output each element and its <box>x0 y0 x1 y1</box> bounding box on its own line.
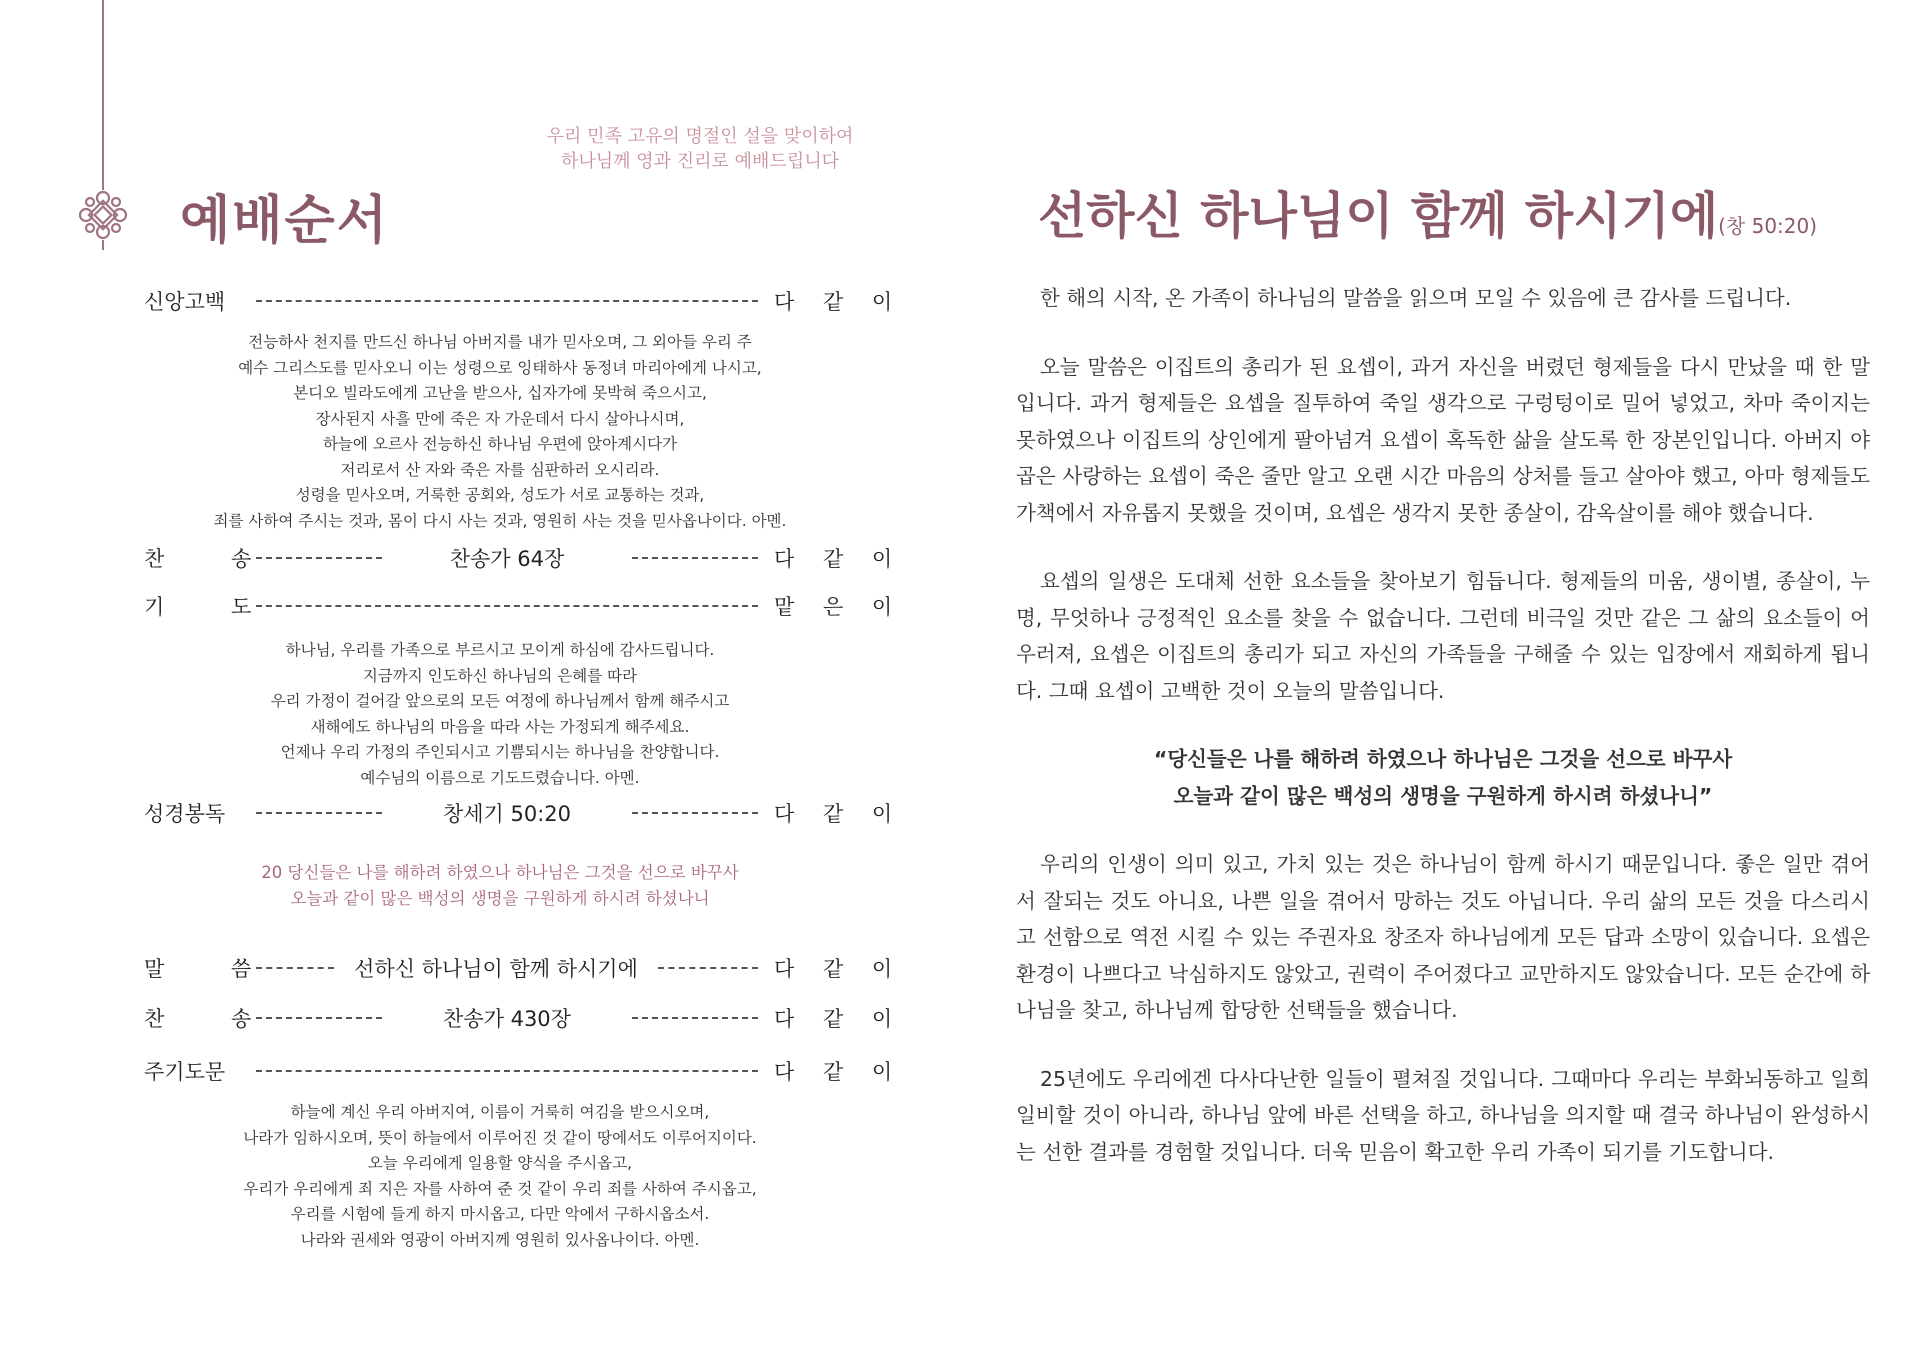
subtitle-line: 우리 민족 고유의 명절인 설을 맞이하여 <box>546 126 854 147</box>
dash-leader <box>256 300 758 302</box>
creed-line: 본디오 빌라도에게 고난을 받으사, 십자가에 못박혀 죽으시고, <box>293 384 707 402</box>
row-hymn-2 <box>144 1003 904 1033</box>
prayer-line: 우리 가정이 걸어갈 앞으로의 모든 여정에 하나님께서 함께 해주시고 <box>270 692 730 710</box>
prayer-line: 새해에도 하나님의 마음을 따라 사는 가정되게 해주세요. <box>310 717 690 736</box>
row-item: 선하신 하나님이 함께 하시기에 <box>354 957 638 981</box>
prayer-line: 예수님의 이름으로 기도드렸습니다. 아멘. <box>360 768 640 787</box>
creed-line: 전능하사 천지를 만드신 하나님 아버지를 내가 믿사오며, 그 외아들 우리 주 <box>248 333 752 351</box>
scripture-text <box>180 860 820 911</box>
knot-cord <box>102 0 104 190</box>
dash-leader <box>256 812 382 814</box>
lords-prayer-line: 하늘에 계신 우리 아버지여, 이름이 거룩히 여김을 받으시오며, <box>290 1103 710 1121</box>
row-label: 신앙고백 <box>144 290 226 314</box>
row-hymn-1 <box>144 543 904 573</box>
row-item: 창세기 50:20 <box>442 802 572 826</box>
sermon-paragraph: 한 해의 시작, 온 가족이 하나님의 말씀을 읽으며 모일 수 있음에 큰 감사를 드립니다. <box>1040 286 1792 310</box>
row-lords-prayer <box>144 1056 904 1086</box>
lords-prayer-line: 우리를 시험에 들게 하지 마시옵고, 다만 악에서 구하시옵소서. <box>290 1205 710 1223</box>
row-item: 찬송가 64장 <box>449 547 565 571</box>
row-label: 성경봉독 <box>144 802 226 826</box>
lords-prayer-text <box>180 1100 820 1253</box>
sermon-title <box>1038 176 1817 248</box>
dash-leader <box>632 1017 758 1019</box>
subtitle-line: 하나님께 영과 진리로 예배드립니다 <box>561 151 839 172</box>
prayer-text <box>180 638 820 791</box>
dash-leader <box>658 967 758 969</box>
scripture-line: 오늘과 같이 많은 백성의 생명을 구원하게 하시려 하셨나니 <box>290 888 710 908</box>
dash-leader <box>256 1070 758 1072</box>
dash-leader <box>632 557 758 559</box>
lords-prayer-line: 우리가 우리에게 죄 지은 자를 사하여 준 것 같이 우리 죄를 사하여 주시옵고, <box>243 1179 757 1198</box>
row-performer: 다 같 이 <box>774 802 904 826</box>
row-label: 찬 송 <box>144 547 282 571</box>
lords-prayer-line: 오늘 우리에게 일용할 양식을 주시옵고, <box>367 1154 633 1172</box>
row-prayer <box>144 591 904 621</box>
dash-leader <box>256 1017 382 1019</box>
sermon-paragraph: 요셉의 일생은 도대체 선한 요소들을 찾아보기 힘듭니다. 형제들의 미움, 생이별, 종살이, 누명, 무엇하나 긍정적인 요소를 찾을 수 없습니다. 그런데 비극일 것만 같은 그 삶의 요소들이 어우러져, 요셉은 이집트의 총리가 되고 자신의 가족들을 구해줄 수 있는 입장에서 재회하게 됩니다. 그때 요셉이 고백한 것이 오늘의 말씀입니다. <box>1016 569 1870 703</box>
row-label: 기 도 <box>144 595 282 619</box>
row-performer: 다 같 이 <box>774 1060 904 1084</box>
row-performer: 맡 은 이 <box>774 595 904 619</box>
sermon-quote <box>1016 741 1870 814</box>
row-performer: 다 같 이 <box>774 1007 904 1031</box>
row-scripture-reading <box>144 798 904 828</box>
scripture-line: 20 당신들은 나를 해하려 하였으나 하나님은 그것을 선으로 바꾸사 <box>261 863 739 882</box>
dash-leader <box>256 605 758 607</box>
row-sermon <box>144 953 904 983</box>
creed-line: 예수 그리스도를 믿사오니 이는 성령으로 잉태하사 동정녀 마리아에게 나시고, <box>238 358 762 377</box>
sermon-paragraph: 오늘 말씀은 이집트의 총리가 된 요셉이, 과거 자신을 버렸던 형제들을 다시 만났을 때 한 말입니다. 과거 형제들은 요셉을 질투하여 죽일 생각으로 구렁텅이로 밀어 넣었고, 차마 죽이지는 못하였으나 이집트의 상인에게 팔아넘겨 요셉이 혹독한 삶을 살도록 한 장본인입니다. 아버지 야곱은 사랑하는 요셉이 죽은 줄만 알고 오랜 시간 마음의 상처를 들고 살아야 했고, 아마 형제들도 가책에서 자유롭지 못했을 것이며, 요셉은 생각지 못한 종살이, 감옥살이를 해야 했습니다. <box>1016 354 1870 525</box>
row-performer: 다 같 이 <box>774 290 904 314</box>
lords-prayer-line: 나라와 권세와 영광이 아버지께 영원히 있사옵나이다. 아멘. <box>300 1230 700 1249</box>
order-of-worship-title: 예배순서 <box>180 191 389 251</box>
row-label: 찬 송 <box>144 1007 282 1031</box>
sermon-title-text: 선하신 하나님이 함께 하시기에 <box>1038 187 1719 245</box>
row-label: 주기도문 <box>144 1060 226 1084</box>
sermon-paragraph: 우리의 인생이 의미 있고, 가치 있는 것은 하나님이 함께 하시기 때문입니다. 좋은 일만 겪어서 잘되는 것도 아니요, 나쁜 일을 겪어서 망하는 것도 아닙니다. 우리 삶의 모든 것을 다스리시고 선함으로 역전 시킬 수 있는 주권자요 창조자 하나님에게 모든 답과 소망이 있습니다. 요셉은 환경이 나쁘다고 낙심하지도 않았고, 권력이 주어졌다고 교만하지도 않았습니다. 모든 순간에 하나님을 찾고, 하나님께 합당한 선택들을 했습니다. <box>1016 852 1870 1022</box>
knot-icon <box>76 188 130 242</box>
dash-leader <box>256 557 382 559</box>
lords-prayer-line: 나라가 임하시오며, 뜻이 하늘에서 이루어진 것 같이 땅에서도 이루어지이다. <box>243 1128 757 1147</box>
creed-line: 죄를 사하여 주시는 것과, 몸이 다시 사는 것과, 영원히 사는 것을 믿사옵나이다. 아멘. <box>213 511 787 530</box>
quote-line: “당신들은 나를 해하려 하였으나 하나님은 그것을 선으로 바꾸사 <box>1153 747 1733 771</box>
row-item: 찬송가 430장 <box>443 1007 571 1031</box>
knot-tail <box>102 240 104 250</box>
quote-line: 오늘과 같이 많은 백성의 생명을 구원하게 하시려 하셨나니” <box>1173 783 1713 808</box>
row-performer: 다 같 이 <box>774 547 904 571</box>
creed-line: 장사된지 사흘 만에 죽은 자 가운데서 다시 살아나시며, <box>315 409 685 428</box>
sermon-body <box>1016 280 1870 1202</box>
row-performer: 다 같 이 <box>774 957 904 981</box>
sermon-paragraph: 25년에도 우리에겐 다사다난한 일들이 펼쳐질 것입니다. 그때마다 우리는 부화뇌동하고 일희일비할 것이 아니라, 하나님 앞에 바른 선택을 하고, 하나님을 의지할 때 결국 하나님이 완성하시는 선한 결과를 경험할 것입니다. 더욱 믿음이 확고한 우리 가족이 되기를 기도합니다. <box>1016 1066 1870 1164</box>
row-creed <box>144 286 904 316</box>
creed-line: 성령을 믿사오며, 거룩한 공회와, 성도가 서로 교통하는 것과, <box>295 486 705 504</box>
prayer-line: 하나님, 우리를 가족으로 부르시고 모이게 하심에 감사드립니다. <box>285 641 715 659</box>
dash-leader <box>256 967 334 969</box>
sermon-reference: (창 50:20) <box>1718 214 1818 238</box>
prayer-line: 언제나 우리 가정의 주인되시고 기쁨되시는 하나님을 찬양합니다. <box>280 743 720 761</box>
service-subtitle <box>520 124 880 174</box>
row-label: 말 씀 <box>144 957 282 981</box>
prayer-line: 지금까지 인도하신 하나님의 은혜를 따라 <box>362 666 638 685</box>
creed-text <box>180 330 820 534</box>
creed-line: 저리로서 산 자와 죽은 자를 심판하러 오시리라. <box>340 460 660 479</box>
dash-leader <box>632 812 758 814</box>
creed-line: 하늘에 오르사 전능하신 하나님 우편에 앉아계시다가 <box>322 435 678 453</box>
